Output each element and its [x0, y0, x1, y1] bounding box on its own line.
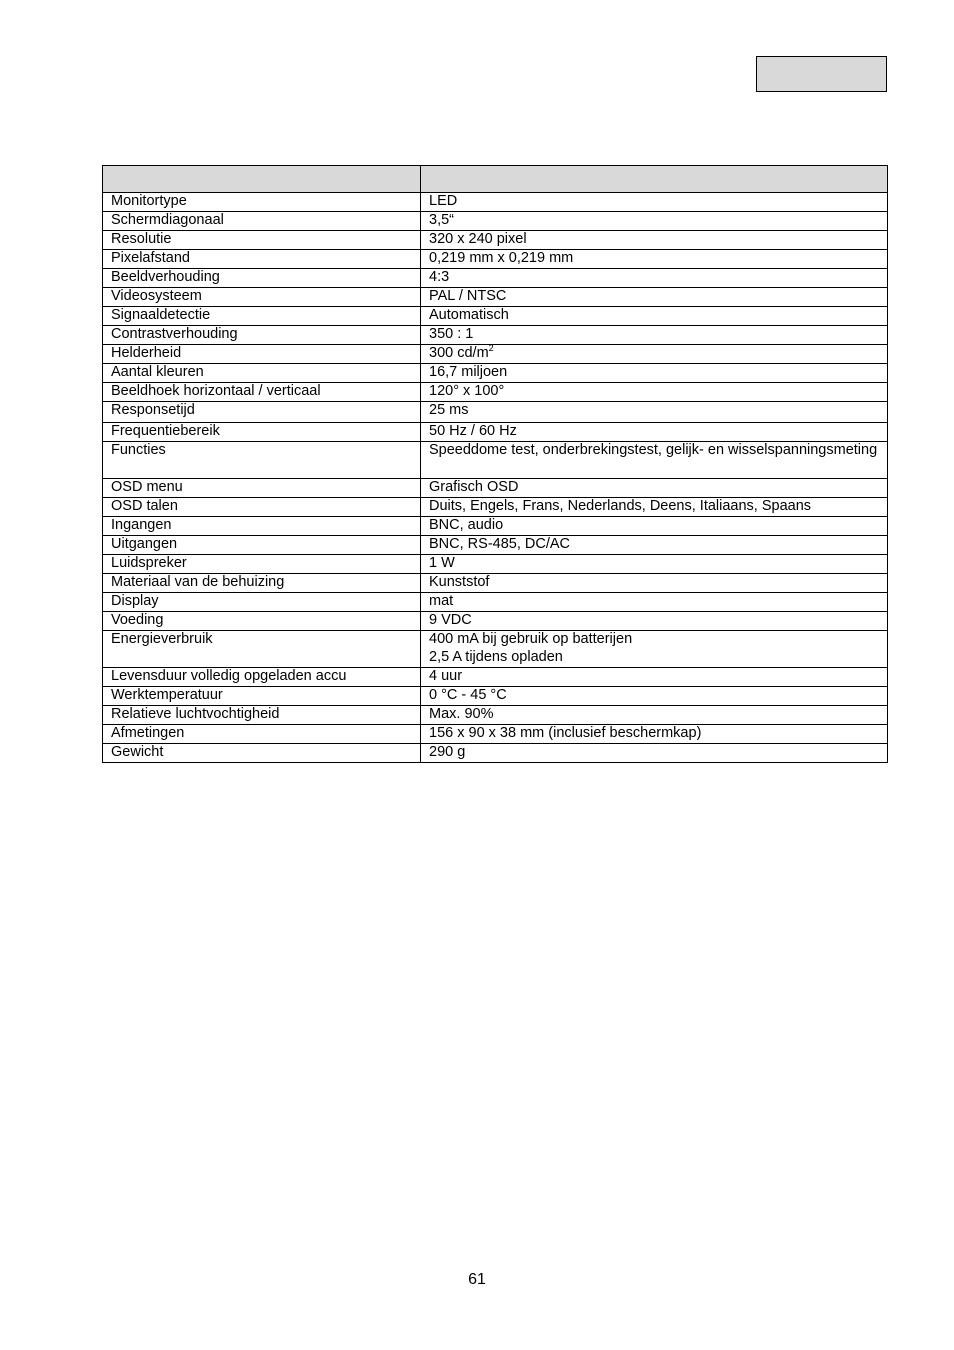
spec-value: BNC, RS-485, DC/AC — [421, 536, 888, 555]
spec-label: Relatieve luchtvochtigheid — [103, 706, 421, 725]
table-row — [103, 725, 888, 744]
spec-label: Functies — [103, 442, 421, 479]
spec-label: Materiaal van de behuizing — [103, 574, 421, 593]
spec-value — [421, 631, 888, 668]
spec-label: Resolutie — [103, 231, 421, 250]
table-header-cell-2 — [421, 166, 888, 193]
spec-value: 25 ms — [421, 402, 888, 423]
table-row — [103, 555, 888, 574]
spec-label: Monitortype — [103, 193, 421, 212]
spec-label: Helderheid — [103, 345, 421, 364]
table-row — [103, 364, 888, 383]
page-number: 61 — [468, 1271, 486, 1288]
table-row — [103, 479, 888, 498]
spec-value: 4:3 — [421, 269, 888, 288]
spec-value: 9 VDC — [421, 612, 888, 631]
spec-value: Kunststof — [421, 574, 888, 593]
spec-value: LED — [421, 193, 888, 212]
spec-value: 0,219 mm x 0,219 mm — [421, 250, 888, 269]
table-row — [103, 706, 888, 725]
table-row — [103, 517, 888, 536]
spec-label: Luidspreker — [103, 555, 421, 574]
spec-value-text: 300 cd/m — [429, 345, 489, 361]
table-row — [103, 631, 888, 668]
table-row — [103, 193, 888, 212]
spec-value: Automatisch — [421, 307, 888, 326]
table-row — [103, 212, 888, 231]
table-row — [103, 383, 888, 402]
spec-label: Display — [103, 593, 421, 612]
spec-label: Responsetijd — [103, 402, 421, 423]
spec-label: Beeldhoek horizontaal / verticaal — [103, 383, 421, 402]
spec-value: 16,7 miljoen — [421, 364, 888, 383]
table-row — [103, 423, 888, 442]
spec-value: 3,5“ — [421, 212, 888, 231]
table-row — [103, 498, 888, 517]
language-tab — [756, 56, 887, 92]
spec-label: Energieverbruik — [103, 631, 421, 668]
table-row — [103, 593, 888, 612]
spec-value: 50 Hz / 60 Hz — [421, 423, 888, 442]
spec-value: 350 : 1 — [421, 326, 888, 345]
spec-label: Aantal kleuren — [103, 364, 421, 383]
spec-value-line-2: 2,5 A tijdens opladen — [429, 648, 563, 665]
table-row — [103, 307, 888, 326]
spec-value: Grafisch OSD — [421, 479, 888, 498]
table-row — [103, 288, 888, 307]
spec-label: Videosysteem — [103, 288, 421, 307]
spec-value: BNC, audio — [421, 517, 888, 536]
spec-value: PAL / NTSC — [421, 288, 888, 307]
spec-label: Contrastverhouding — [103, 326, 421, 345]
spec-label: Uitgangen — [103, 536, 421, 555]
spec-value: 120° x 100° — [421, 383, 888, 402]
table-row — [103, 612, 888, 631]
spec-value-line-1: 400 mA bij gebruik op batterijen — [429, 631, 633, 647]
table-header-cell-1 — [103, 166, 421, 193]
spec-label: Ingangen — [103, 517, 421, 536]
table-row — [103, 345, 888, 364]
spec-label: Signaaldetectie — [103, 307, 421, 326]
spec-value: 0 °C - 45 °C — [421, 687, 888, 706]
table-row — [103, 269, 888, 288]
spec-label: Beeldverhouding — [103, 269, 421, 288]
table-row — [103, 687, 888, 706]
spec-value: 290 g — [421, 744, 888, 763]
table-row — [103, 668, 888, 687]
spec-label: Afmetingen — [103, 725, 421, 744]
spec-value: 1 W — [421, 555, 888, 574]
spec-value: mat — [421, 593, 888, 612]
spec-value: Duits, Engels, Frans, Nederlands, Deens, Italiaans, Spaans — [421, 498, 888, 517]
spec-value: Speeddome test, onderbrekingstest, gelijk- en wisselspanningsmeting — [421, 442, 888, 479]
spec-label: Levensduur volledig opgeladen accu — [103, 668, 421, 687]
table-header-row — [103, 166, 888, 193]
spec-value: 156 x 90 x 38 mm (inclusief beschermkap) — [421, 725, 888, 744]
spec-label: Voeding — [103, 612, 421, 631]
spec-value: 4 uur — [421, 668, 888, 687]
table-row — [103, 231, 888, 250]
spec-label: Werktemperatuur — [103, 687, 421, 706]
table-row — [103, 536, 888, 555]
table-row — [103, 744, 888, 763]
table-row — [103, 326, 888, 345]
spec-label: Frequentiebereik — [103, 423, 421, 442]
spec-value — [421, 345, 888, 364]
spec-value: 320 x 240 pixel — [421, 231, 888, 250]
table-row — [103, 442, 888, 479]
table-row — [103, 250, 888, 269]
spec-value: Max. 90% — [421, 706, 888, 725]
specifications-table — [102, 165, 888, 763]
spec-label: Pixelafstand — [103, 250, 421, 269]
spec-label: Gewicht — [103, 744, 421, 763]
spec-label: OSD menu — [103, 479, 421, 498]
superscript: 2 — [488, 344, 494, 354]
table-row — [103, 402, 888, 423]
spec-label: Schermdiagonaal — [103, 212, 421, 231]
table-row — [103, 574, 888, 593]
spec-label: OSD talen — [103, 498, 421, 517]
